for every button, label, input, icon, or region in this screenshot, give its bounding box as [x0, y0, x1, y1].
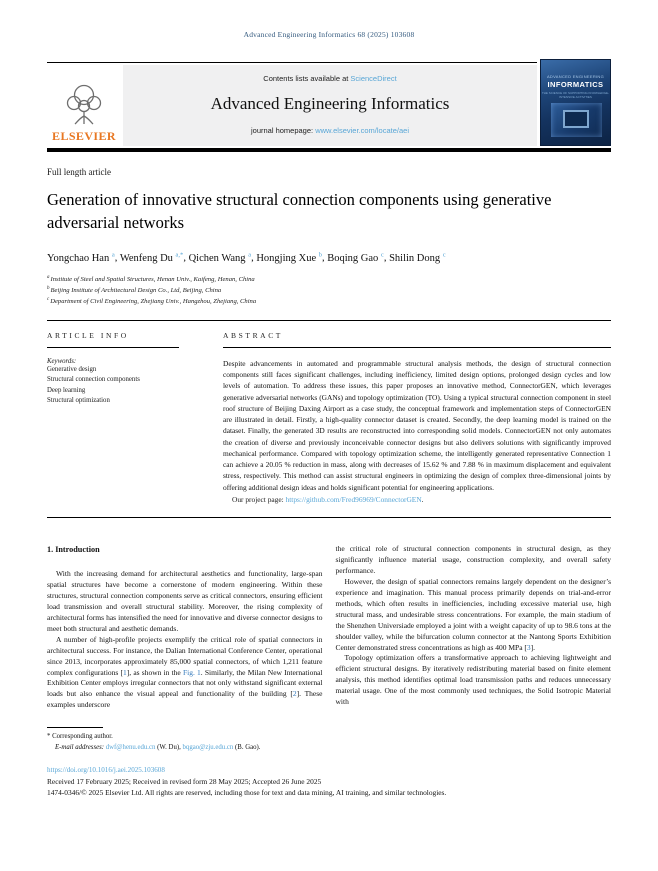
- copyright-line: 1474-0346/© 2025 Elsevier Ltd. All rights are reserved, including those for text and data mining, AI training, and similar technologies.: [47, 788, 447, 798]
- project-page-suffix: .: [421, 494, 424, 504]
- intro-paragraph-2: [47, 635, 323, 712]
- homepage-prefix: journal homepage:: [250, 126, 316, 135]
- affiliation-text: Department of Civil Engineering, Zhejiang Univ., Hangzhou, Zhejiang, China: [50, 298, 257, 306]
- cover-title-line1: ADVANCED ENGINEERING: [546, 74, 605, 79]
- paragraph-text: . Similarly, the Milan New International Exhibition Center employs irregular connectors that not only withstand significant external loads but also enhance the visual appeal and functionality of the building [: [47, 667, 323, 699]
- affiliation-marker: b: [47, 286, 50, 292]
- abstract-text: Despite advancements in automated and programmable structural analysis methods, the design of structural connection components still faces significant challenges, including inefficiency, limited design options, prolonged design cycles and low levels of automation. To address these issues, this paper proposes an innovative method, ConnectorGEN, which leverages generative adversarial networks (GANs) and topology optimization (TO). Using a typical structural connection component in steel roof structure of Beijing Daxing Airport as a case study, the conceptual framework and implementation steps of ConnectorGEN are illustrated in detail. Firstly, a high-quality connector dataset is created. Secondly, the deep learning model is trained on the dataset. Finally, the generated 3D results are reconstructed into corresponding solid models. ConnectorGEN not only automates the creation of diverse and previously inconceivable connector designs but also delivers solutions with significantly improved mechanical performance. Compared with topology optimization scheme, the intelligently generated representative Connection 1 can achieve a 20.05 % reduction in mass, along with decreases of 15.62 % and 7.88 % in maximum displacement and equivalent stress, respectively. This method can assist structural engineers in optimizing the design of complex three-dimensional joints by offering additional design ideas and holds significant potential for engineering applications.: [223, 358, 611, 492]
- affiliation-item: [47, 296, 611, 307]
- paragraph-text: However, the design of spatial connectors remains largely dependent on the designer’s experience and imagination. This manual process primarily depends on trial-and-error methods, which often results in inefficiencies, including excessive material use, high structural mass, and undesirable stress concentrations. For example, the main stadium of the Shenzhen Universiade employed a joint with a weight capacity of up to 98.6 tons at the shoulder valley, while the bifurcation column connector at the Nantong Sports Exhibition Center demonstrated stress concentrations as high as 400 MPa [: [335, 576, 611, 652]
- intro-paragraph-3: [336, 577, 612, 654]
- keyword: Structural connection components: [47, 376, 140, 384]
- paper-title: Generation of innovative structural connection components using generative adversarial networks: [47, 190, 552, 233]
- running-head-citation: Advanced Engineering Informatics 68 (2025) 103608: [243, 30, 415, 39]
- author-separator: ,: [251, 252, 257, 264]
- journal-cover-thumbnail[interactable]: [540, 59, 611, 146]
- author-name: Wenfeng Du: [119, 252, 173, 264]
- paragraph-text: ]. These examples underscore: [47, 689, 323, 710]
- keyword: Deep learning: [47, 386, 86, 394]
- article-info-column: [47, 331, 179, 505]
- author-affiliation-mark[interactable]: a,*: [175, 251, 184, 259]
- author-list: [47, 251, 611, 264]
- affiliation-marker: a: [47, 274, 50, 280]
- author-name: Boqing Gao: [327, 252, 379, 264]
- contents-list-line: [129, 74, 531, 83]
- masthead-divider-bar: [47, 148, 611, 152]
- abstract-column: [223, 331, 611, 505]
- elsevier-logo[interactable]: [47, 65, 121, 146]
- author-separator: ,: [114, 252, 120, 264]
- email-addresses-line: [47, 743, 337, 754]
- section-1-heading: 1. Introduction: [47, 545, 100, 555]
- author-affiliation-mark[interactable]: a: [248, 251, 252, 259]
- email-link-gao[interactable]: bqgao@zju.edu.cn: [182, 743, 234, 751]
- affiliation-text: Beijing Institute of Architectural Design Co., Ltd, Beijing, China: [50, 287, 222, 295]
- journal-masthead: [47, 62, 611, 146]
- body-right-column: [336, 544, 612, 711]
- affiliation-list: [47, 274, 611, 308]
- journal-homepage-link[interactable]: www.elsevier.com/locate/aei: [315, 126, 409, 135]
- sciencedirect-link[interactable]: ScienceDirect: [350, 74, 397, 83]
- body-left-column: [47, 544, 323, 711]
- intro-paragraph-1: With the increasing demand for architectural aesthetics and functionality, large-span spatial structures have become a cornerstone of modern engineering. Within these structures, structural connection components serve as critical connectors, ensuring efficient load transmission and overall structural stability. Moreover, the rising complexity of architectural forms has intensified the need for innovative and diverse connector designs to meet both structural and aesthetic demands.: [47, 569, 323, 633]
- paragraph-text: ].: [530, 642, 536, 652]
- author[interactable]: [47, 253, 115, 264]
- keywords-label: Keywords:: [47, 357, 77, 365]
- email-label: E-mail addresses:: [55, 743, 106, 751]
- elsevier-wordmark: ELSEVIER: [52, 129, 116, 143]
- footnote-rule: [47, 727, 103, 728]
- article-info-abstract-section: [47, 320, 611, 518]
- article-type-label: Full length article: [47, 167, 111, 177]
- author-name: Qichen Wang: [188, 252, 246, 264]
- abstract-rule: [223, 347, 611, 348]
- cover-title-line2: INFORMATICS: [547, 80, 604, 89]
- project-page-prefix: Our project page:: [232, 494, 286, 504]
- affiliation-text: Institute of Steel and Spatial Structures, Henan Univ., Kaifeng, Henan, China: [50, 275, 255, 283]
- abstract-heading: ABSTRACT: [223, 330, 283, 340]
- author-affiliation-mark[interactable]: b: [318, 251, 322, 259]
- author[interactable]: [389, 253, 446, 264]
- project-page-link[interactable]: https://github.com/Fred96969/ConnectorGEN: [285, 494, 422, 504]
- author[interactable]: [189, 253, 252, 264]
- citation-ref-3[interactable]: 3: [526, 642, 531, 652]
- affiliation-item: [47, 274, 611, 285]
- cover-art-image: [551, 103, 602, 137]
- citation-ref-1[interactable]: 1: [123, 667, 127, 677]
- keyword: Generative design: [47, 365, 97, 373]
- author-name: Yongchao Han: [47, 252, 110, 264]
- journal-homepage-line: [129, 126, 531, 135]
- figure-1-link[interactable]: Fig. 1: [182, 667, 201, 677]
- contents-list-prefix: Contents lists available at: [263, 74, 351, 83]
- article-body: [47, 544, 611, 711]
- article-info-rule: [47, 347, 179, 348]
- author[interactable]: [120, 253, 184, 264]
- intro-paragraph-4: Topology optimization offers a transformative approach to achieving lightweight and efficient structural designs. By iteratively redistributing material based on finite element analysis, this method identifies optimal load transmission paths and reduces unnecessary material usage. One of the most commonly used techniques, the Solid Isotropic Material with: [335, 653, 611, 707]
- journal-banner: [123, 65, 537, 146]
- author-name: Hongjing Xue: [256, 252, 317, 264]
- author-affiliation-mark[interactable]: c: [442, 251, 446, 259]
- author-separator: ,: [383, 252, 390, 264]
- article-info-heading: ARTICLE INFO: [47, 330, 129, 340]
- intro-paragraph-2-continued: the critical role of structural connection components in structural design, as they significantly influence material usage, construction complexity, and overall safety performance.: [335, 544, 611, 575]
- author[interactable]: [256, 253, 322, 264]
- paragraph-text: ], as shown in the: [126, 667, 183, 677]
- affiliation-marker: c: [47, 297, 50, 303]
- corresponding-author-note: * Corresponding author.: [47, 733, 113, 741]
- author-separator: ,: [322, 252, 328, 264]
- received-dates-line: Received 17 February 2025; Received in revised form 28 May 2025; Accepted 26 June 2025: [47, 777, 322, 787]
- author-affiliation-mark[interactable]: a: [111, 251, 115, 259]
- affiliation-item: [47, 285, 611, 296]
- footnote-block: [47, 727, 337, 753]
- article-footer: [47, 766, 611, 797]
- author-name: Shilin Dong: [389, 252, 441, 264]
- cover-subtitle: THE SCIENCE OF SUPPORTING KNOWLEDGE-INTENSIVE ACTIVITIES: [541, 91, 610, 99]
- author-separator: ,: [183, 252, 189, 264]
- author-affiliation-mark[interactable]: c: [380, 251, 384, 259]
- author[interactable]: [327, 253, 384, 264]
- project-page-line: [223, 494, 611, 505]
- email-link-du[interactable]: dwf@henu.edu.cn: [105, 743, 156, 751]
- elsevier-tree-icon: [62, 82, 106, 128]
- email-suffix: (W. Du),: [155, 743, 183, 751]
- paragraph-text: A number of high-profile projects exemplify the critical role of spatial connectors in architectural success. For instance, the Dalian International Conference Center, operational since 2013, incorporates approximately 85,000 spatial connectors, of which 1,211 feature complex configurations [: [47, 634, 323, 677]
- journal-title: Advanced Engineering Informatics: [210, 94, 450, 113]
- email-suffix: (B. Gao).: [233, 743, 261, 751]
- citation-ref-2[interactable]: 2: [292, 689, 297, 699]
- doi-link[interactable]: https://doi.org/10.1016/j.aei.2025.103608: [47, 766, 165, 775]
- masthead-main: [47, 62, 537, 146]
- keyword: Structural optimization: [47, 397, 110, 405]
